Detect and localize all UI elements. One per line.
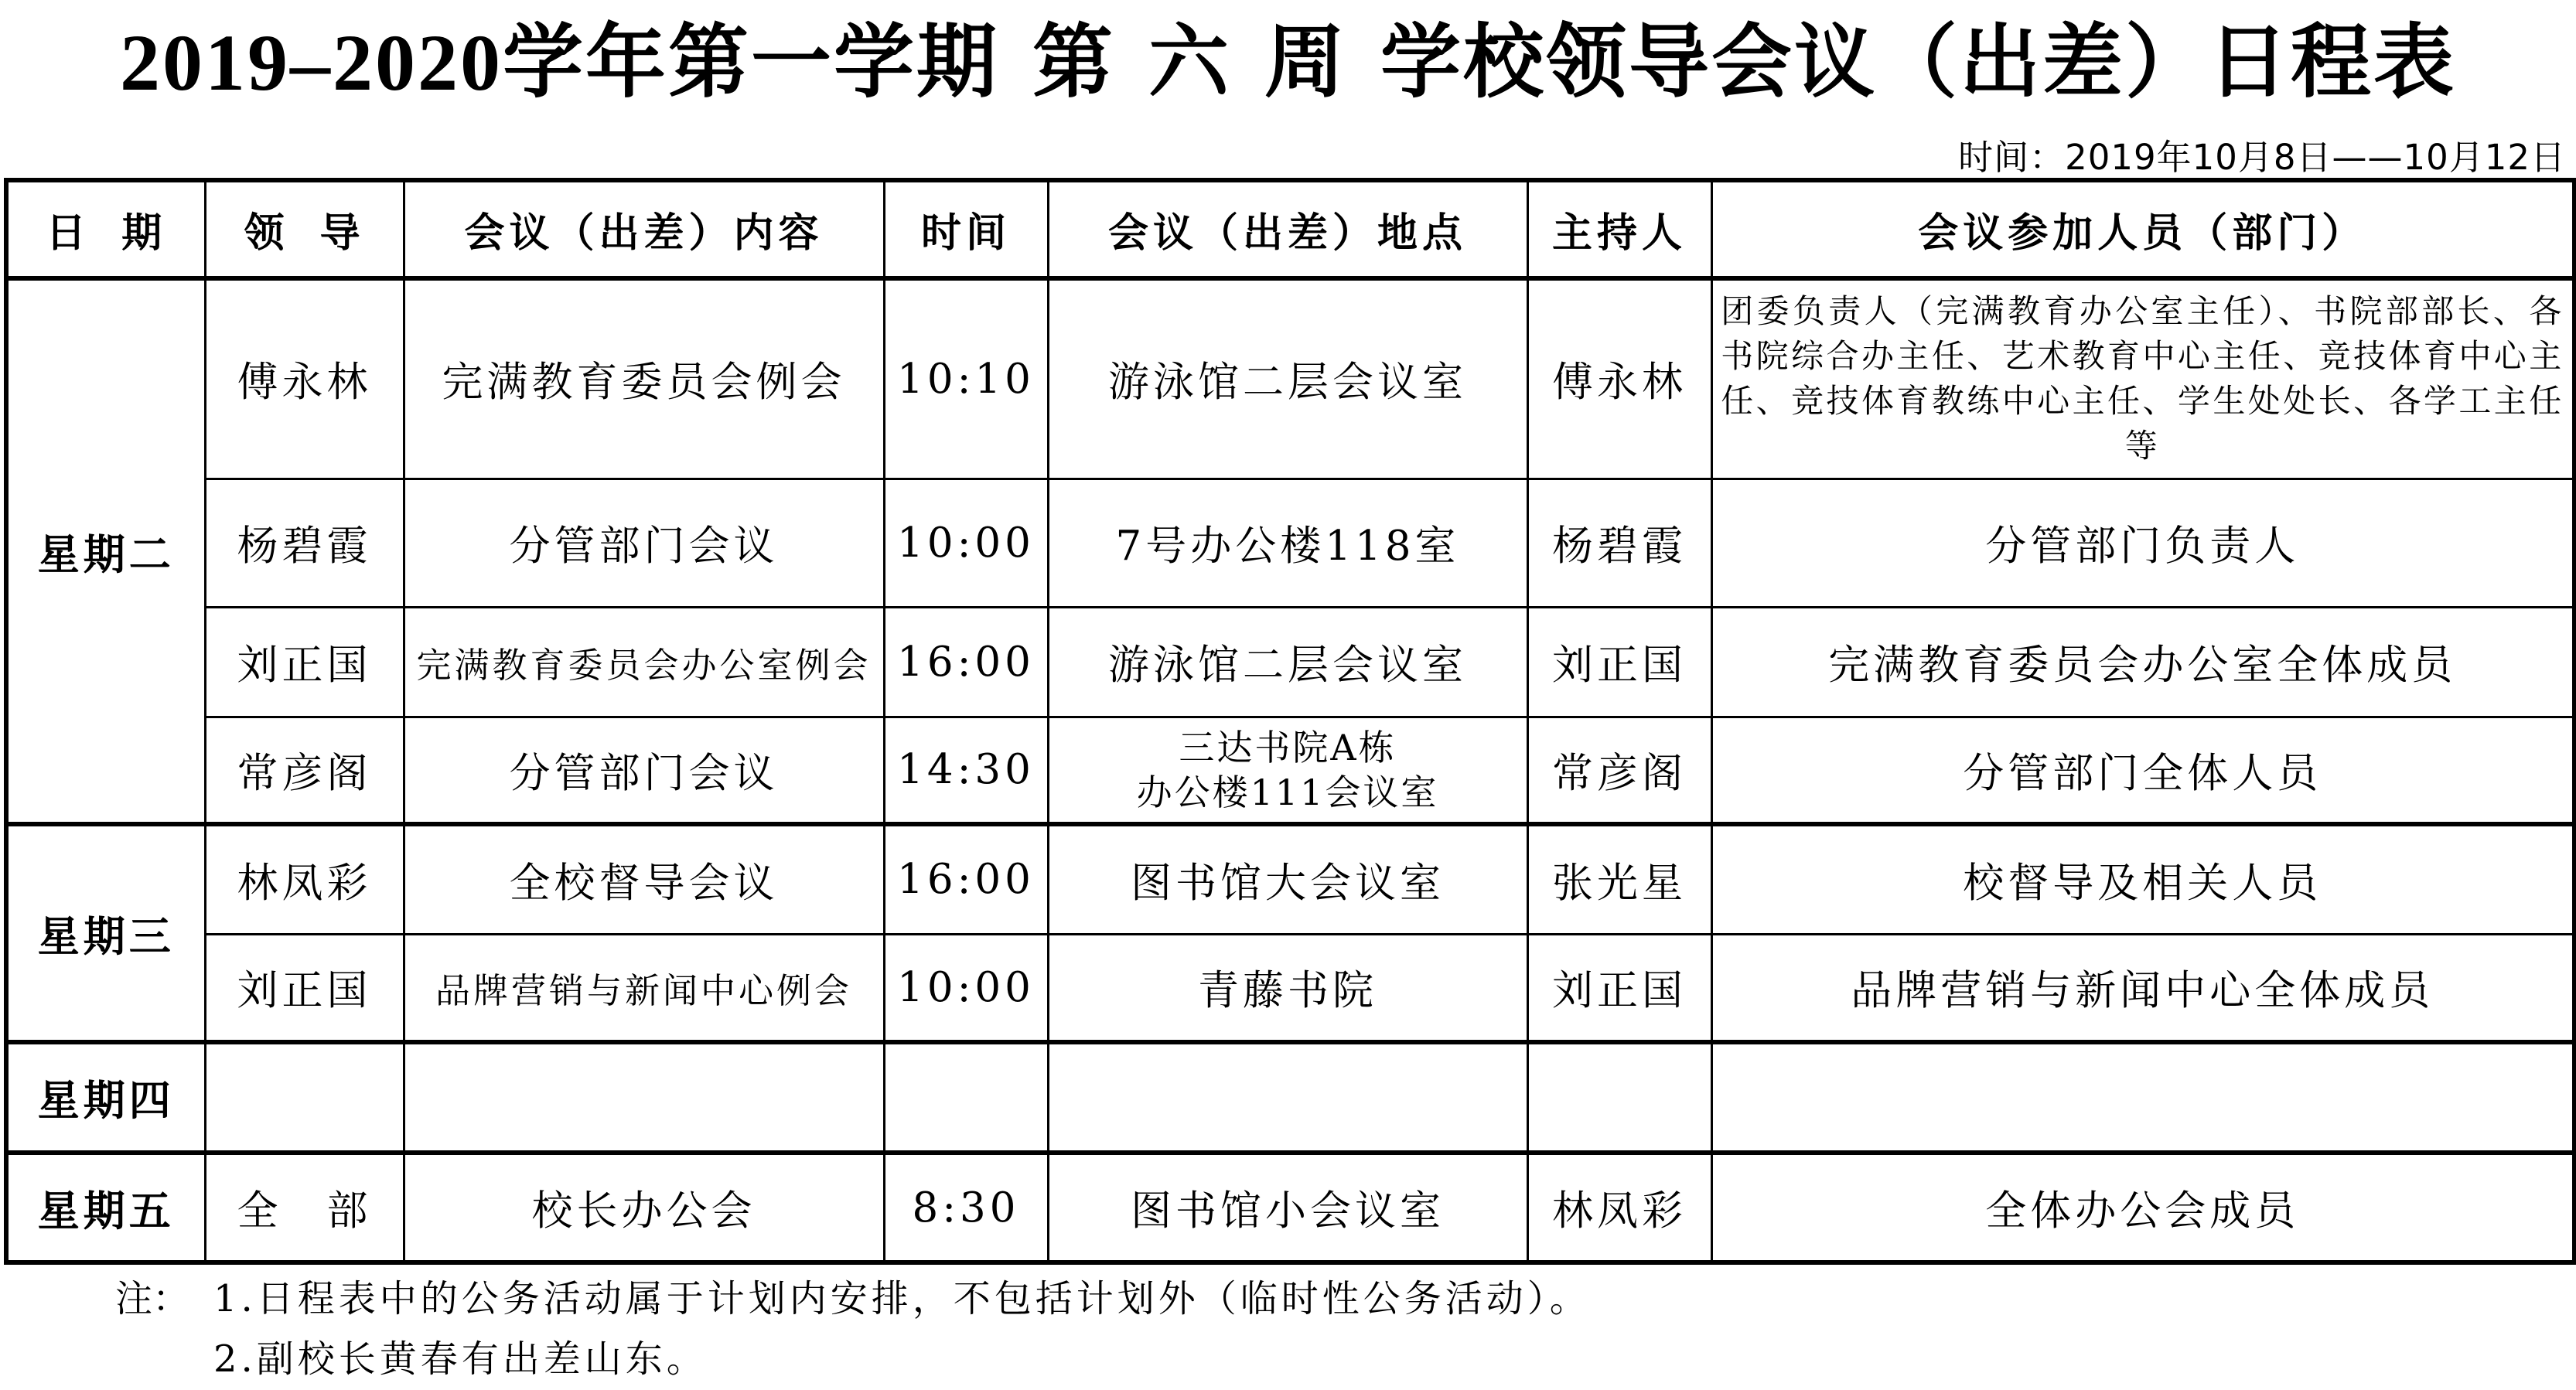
empty-cell <box>404 1042 884 1153</box>
content-cell: 完满教育委员会办公室例会 <box>404 607 884 717</box>
location-cell: 游泳馆二层会议室 <box>1048 278 1527 479</box>
table-row <box>6 824 2574 934</box>
day-cell: 星期五 <box>6 1153 205 1262</box>
note-line <box>115 1269 1591 1329</box>
attendees-cell: 品牌营销与新闻中心全体成员 <box>1711 934 2574 1042</box>
attendees-cell: 校督导及相关人员 <box>1711 824 2574 934</box>
empty-cell <box>1048 1042 1527 1153</box>
table-row <box>6 479 2574 607</box>
leader-cell: 全 部 <box>205 1153 404 1262</box>
content-cell: 校长办公会 <box>404 1153 884 1262</box>
empty-cell <box>1527 1042 1711 1153</box>
table-row <box>6 1042 2574 1153</box>
attendees-cell: 完满教育委员会办公室全体成员 <box>1711 607 2574 717</box>
table-row <box>6 607 2574 717</box>
header-row <box>6 180 2574 278</box>
empty-cell <box>884 1042 1048 1153</box>
notes-label: 注： <box>115 1277 190 1320</box>
time-cell: 16:00 <box>884 824 1048 934</box>
time-cell: 10:00 <box>884 934 1048 1042</box>
empty-cell <box>205 1042 404 1153</box>
host-cell: 杨碧霞 <box>1527 479 1711 607</box>
time-cell: 16:00 <box>884 607 1048 717</box>
header-date: 日 期 <box>6 180 205 278</box>
header-leader: 领 导 <box>205 180 404 278</box>
host-cell: 林凤彩 <box>1527 1153 1711 1262</box>
note-item: 1.日程表中的公务活动属于计划内安排，不包括计划外（临时性公务活动）。 <box>213 1277 1591 1320</box>
location-cell: 图书馆小会议室 <box>1048 1153 1527 1262</box>
content-cell: 完满教育委员会例会 <box>404 278 884 479</box>
header-location: 会议（出差）地点 <box>1048 180 1527 278</box>
location-line: 三达书院A栋 <box>1179 726 1397 768</box>
location-cell: 游泳馆二层会议室 <box>1048 607 1527 717</box>
content-cell: 分管部门会议 <box>404 479 884 607</box>
time-cell: 14:30 <box>884 717 1048 824</box>
leader-cell: 刘正国 <box>205 607 404 717</box>
schedule-table <box>4 178 2576 1265</box>
header-host: 主持人 <box>1527 180 1711 278</box>
leader-cell: 杨碧霞 <box>205 479 404 607</box>
date-range: 时间：2019年10月8日——10月12日 <box>1958 137 2566 178</box>
location-cell: 图书馆大会议室 <box>1048 824 1527 934</box>
header-attendees: 会议参加人员（部门） <box>1711 180 2574 278</box>
header-time: 时间 <box>884 180 1048 278</box>
content-cell: 分管部门会议 <box>404 717 884 824</box>
table-row <box>6 1153 2574 1262</box>
page-title: 2019–2020学年第一学期 第 六 周 学校领导会议（出差）日程表 <box>119 19 2456 107</box>
host-cell: 刘正国 <box>1527 607 1711 717</box>
day-cell: 星期二 <box>6 278 205 824</box>
location-cell <box>1048 717 1527 824</box>
attendees-cell: 全体办公会成员 <box>1711 1153 2574 1262</box>
host-cell: 常彦阁 <box>1527 717 1711 824</box>
note-line <box>115 1329 1591 1389</box>
day-cell: 星期三 <box>6 824 205 1042</box>
leader-cell: 傅永林 <box>205 278 404 479</box>
attendees-cell: 分管部门负责人 <box>1711 479 2574 607</box>
time-cell: 10:10 <box>884 278 1048 479</box>
empty-cell <box>1711 1042 2574 1153</box>
leader-cell: 刘正国 <box>205 934 404 1042</box>
location-cell: 7号办公楼118室 <box>1048 479 1527 607</box>
attendees-cell: 分管部门全体人员 <box>1711 717 2574 824</box>
location-cell: 青藤书院 <box>1048 934 1527 1042</box>
host-cell: 傅永林 <box>1527 278 1711 479</box>
attendees-text: 团委负责人（完满教育办公室主任）、书院部部长、各书院综合办主任、艺术教育中心主任、竞技体育中心主任、竞技体育教练中心主任、学生处处长、各学工主任等 <box>1721 292 2564 465</box>
note-item: 2.副校长黄春有出差山东。 <box>213 1337 708 1381</box>
table-row <box>6 934 2574 1042</box>
notes <box>115 1269 1591 1389</box>
attendees-cell <box>1711 278 2574 479</box>
time-cell: 8:30 <box>884 1153 1048 1262</box>
day-cell: 星期四 <box>6 1042 205 1153</box>
table-row <box>6 278 2574 479</box>
leader-cell: 常彦阁 <box>205 717 404 824</box>
location-line: 办公楼111会议室 <box>1136 771 1439 813</box>
host-cell: 张光星 <box>1527 824 1711 934</box>
content-cell: 品牌营销与新闻中心例会 <box>404 934 884 1042</box>
header-content: 会议（出差）内容 <box>404 180 884 278</box>
content-cell: 全校督导会议 <box>404 824 884 934</box>
leader-cell: 林凤彩 <box>205 824 404 934</box>
time-cell: 10:00 <box>884 479 1048 607</box>
table-row <box>6 717 2574 824</box>
host-cell: 刘正国 <box>1527 934 1711 1042</box>
